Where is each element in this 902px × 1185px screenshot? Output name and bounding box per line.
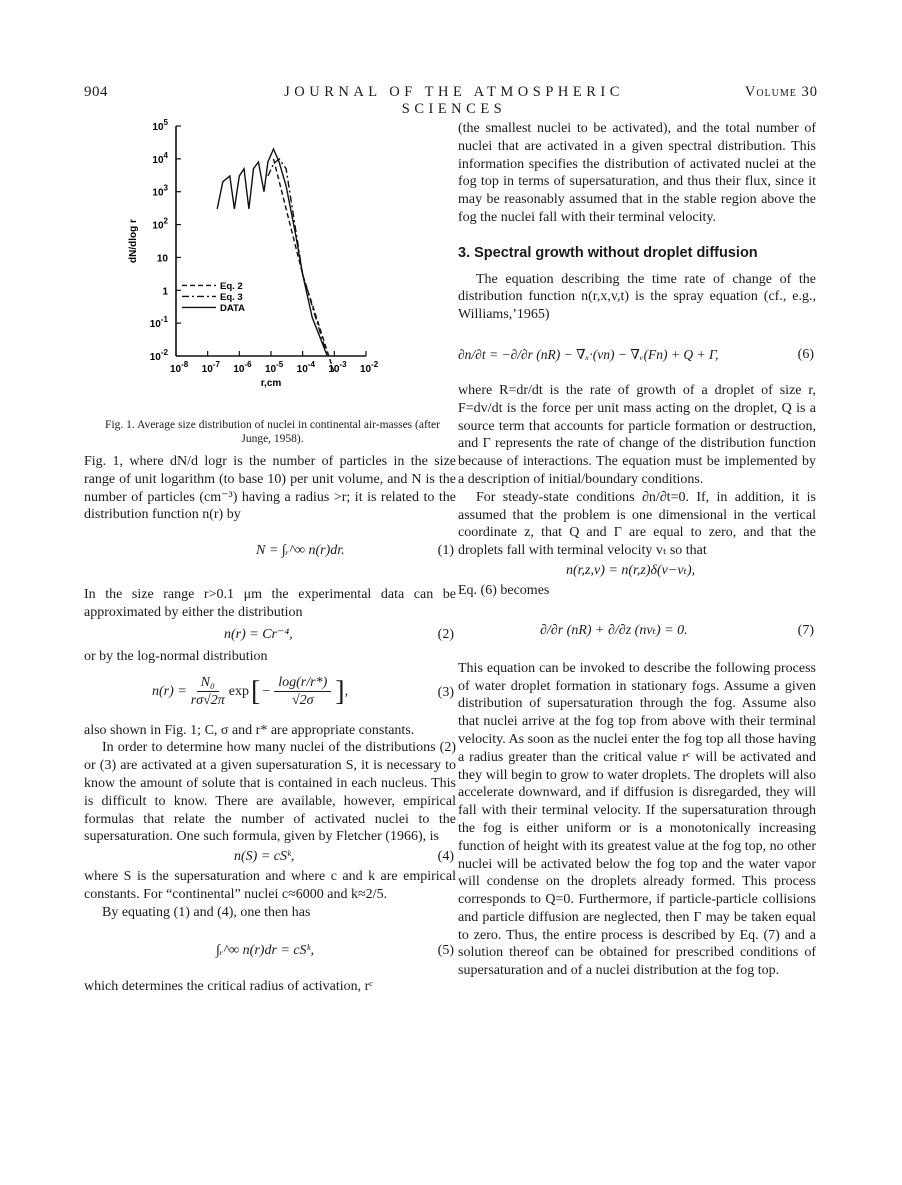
y-axis-label: dN/dlog r (128, 219, 139, 263)
equation-7 (458, 600, 816, 660)
paragraph: where S is the supersaturation and where c and k are empirical constants. For “continental” nuclei c≈6000 and k≈2/5. (84, 869, 456, 902)
x-tick-label: $10^{-6}$ (233, 360, 252, 375)
figure-1 (120, 112, 400, 412)
x-tick-label: $10^{-5}$ (265, 360, 284, 375)
equation-body: ∫ᵣ^∞ n(r)dr = cSᵏ, (216, 942, 314, 958)
equation-number: (7) (797, 622, 814, 638)
equation-5 (84, 922, 456, 978)
left-column (84, 453, 456, 995)
x-tick-label: $10^{-7}$ (201, 360, 220, 375)
equation-body: n(r) = Cr⁻⁴, (224, 626, 293, 642)
paragraph: By equating (1) and (4), one then has (102, 904, 311, 920)
equation-number: (2) (437, 626, 454, 642)
y-tick-label: $10^{-1}$ (149, 315, 168, 331)
x-tick-label: $10^{-8}$ (170, 360, 189, 375)
equation-number: (3) (437, 684, 454, 700)
right-column (458, 120, 816, 980)
equation-body: n(r,z,v) = n(r,z)δ(v−vₜ), (566, 562, 696, 578)
paragraph: (the smallest nuclei to be activated), and the total number of nuclei that are activated in a given spectral distribution. This information specifies the distribution of activated nuclei at the fog top in terms of supersaturation, and thus their flux, since it may be reasonably assumed that in the stable region above the fog the nuclei fall with their terminal velocity. (458, 121, 816, 225)
fraction-denominator: √2σ (291, 693, 314, 709)
paragraph: In the size range r>0.1 μm the experimental data can be approximated by either the distribution (84, 587, 456, 620)
equation-number: (6) (797, 346, 814, 362)
fraction-numerator: log(r/r*) (274, 674, 331, 693)
page-number: 904 (84, 84, 108, 100)
paragraph: This equation can be invoked to describe the following process of water droplet formation in stationary fogs. Assume a given distribution of supersaturation through the fog. Assume also that nuclei arrive at the fog top from above with their terminal velocity. As soon as the nuclei enter the fog top all those having a radius greater than the critical value rᶜ will be activated and they will begin to grow to water droplets. The droplets will also accelerate downward, and if diffusion is disregarded, they will fall with their terminal velocity. If the supersaturation through the fog is either uniform or is a monotonically increasing function of height with its greatest value at the fog top, no other nuclei will be activated below the fog top and the water vapor will condense on the droplets already formed. This process corresponds to Q=0. Furthermore, if particle-particle collisions and particle diffusion are neglected, then Γ may be taken equal to zero. Thus, the entire process is described by Eq. (7) and a solution thereof can be obtained for prescribed conditions of supersaturation and of a nuclei distribution at the fog top. (458, 660, 816, 979)
x-tick-label: $10^{-3}$ (328, 360, 347, 375)
equation-3: n(r) = $\frac{\text{N₀}}{r\sigma√2\pi}$ exp [ − $\frac{\log(r/r*)}{√2\sigma}$ ] , (3) (152, 674, 454, 709)
y-tick-label: $10^4$ (152, 150, 168, 166)
paragraph: In order to determine how many nuclei of the distributions (2) or (3) are activated at a given supersaturation S, it is necessary to know the amount of solute that is contained in each nucleus. This is difficult to know. There are available, however, empirical formulas that relate the number of activated nuclei to the supersaturation. One such formula, given by Fletcher (1966), is (84, 740, 456, 845)
equation-lhs: n(r) = (152, 683, 187, 699)
paragraph: The equation describing the time rate of change of the distribution function n(r,x,v,t) is the spray equation (cf., e.g., Williams,’1965) (458, 271, 816, 323)
x-tick-label: $10^{-4}$ (296, 360, 315, 375)
paragraph: Fig. 1, where dN/d logr is the number of particles in the size range of unit logarithm (to base 10) per unit volume, and N is the number of particles (cm⁻³) having a radius >r; it is related to the distribution function n(r) by (84, 454, 456, 523)
journal-title: JOURNAL OF THE ATMOSPHERIC SCIENCES (284, 84, 624, 117)
equation-1 (84, 524, 456, 586)
y-tick-label: $10^5$ (152, 118, 168, 133)
x-axis-label: r,cm (260, 378, 282, 389)
paragraph: also shown in Fig. 1; C, σ and r* are appropriate constants. (84, 722, 415, 738)
y-tick-label: 10 (156, 253, 168, 265)
paragraph: where R=dr/dt is the rate of growth of a droplet of size r, F=dv/dt is the force per unit mass acting on the droplet, Q is a source term that accounts for particle formation or destruction, and Γ represents the rate of change of the distribution function because of interactions. The equation must be implemented by a description of initial/boundary conditions. (458, 382, 816, 487)
legend-label: DATA (220, 302, 245, 314)
equation-4 (84, 846, 456, 868)
equation-number: (4) (437, 849, 454, 865)
paragraph: Eq. (6) becomes (458, 582, 550, 598)
legend-label: Eq. 3 (220, 291, 243, 303)
volume-label: Volume 30 (744, 84, 818, 100)
legend-label: Eq. 2 (220, 280, 243, 292)
paragraph: or by the log-normal distribution (84, 648, 268, 664)
series-line-eq-2 (274, 159, 335, 373)
equation-number: (5) (437, 942, 454, 958)
section-heading: 3. Spectral growth without droplet diffusion (458, 244, 758, 261)
equation-body: ∂n/∂t = −∂/∂r (nR) − ∇ₓ·(vn) − ∇ᵥ(Fn) + Q + Γ, (458, 346, 719, 362)
y-tick-label: $10^3$ (152, 183, 168, 199)
paragraph: For steady-state conditions ∂n/∂t=0. If, in addition, it is assumed that the problem is one dimensional in the vertical coordinate z, that Q and Γ are equal to zero, and that the droplets fall with terminal velocity vₜ so that (458, 489, 816, 559)
equation-delta (458, 560, 816, 582)
paragraph: which determines the critical radius of activation, rᶜ (84, 978, 373, 994)
equation-body: n(S) = cSᵏ, (234, 849, 295, 865)
series-line-data (217, 149, 327, 356)
fraction-denominator: rσ√2π (190, 693, 225, 709)
y-tick-label: $10^{-2}$ (149, 348, 168, 363)
equation-2 (84, 622, 456, 648)
equation-body: N = ∫ᵣ^∞ n(r)dr. (256, 543, 345, 559)
series-line-eq-3 (268, 159, 327, 356)
equation-6 (458, 324, 816, 382)
chart-svg (120, 112, 400, 402)
y-tick-label: 1 (162, 286, 168, 298)
exp-label: exp (228, 683, 250, 699)
equation-body: ∂/∂r (nR) + ∂/∂z (nvₜ) = 0. (540, 622, 688, 638)
figure-caption: Fig. 1. Average size distribution of nuclei in continental air-masses (after Junge, 1958). (105, 419, 440, 445)
x-tick-label: $10^{-2}$ (360, 360, 379, 375)
fraction-numerator: N₀ (197, 674, 219, 693)
equation-number: (1) (437, 543, 454, 559)
y-tick-label: $10^2$ (152, 216, 168, 232)
